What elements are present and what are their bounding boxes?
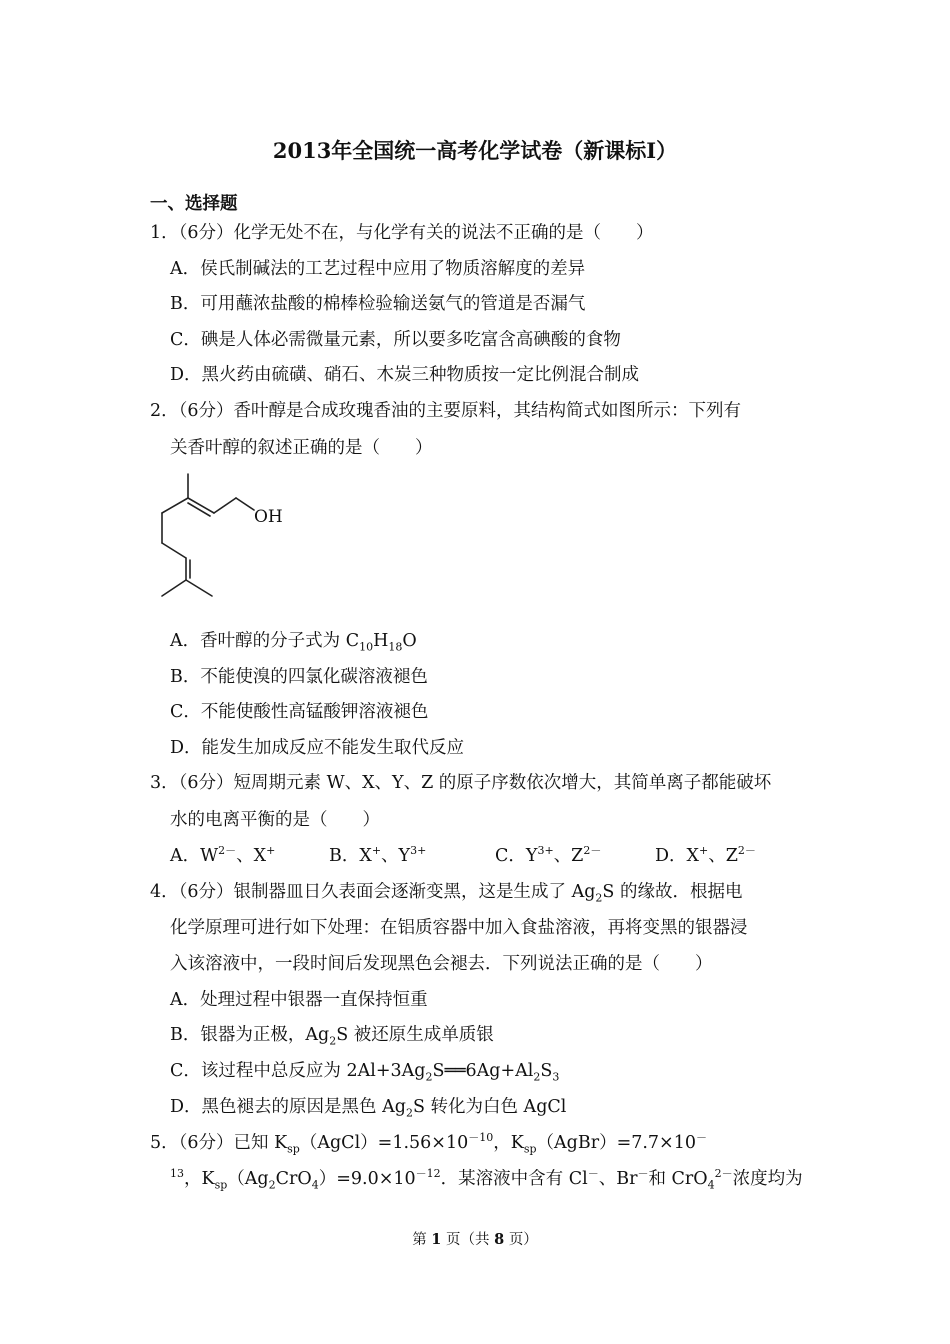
q3-stem-line1: 3．（6分）短周期元素 W、X、Y、Z 的原子序数依次增大，其简单离子都能破坏	[150, 773, 772, 793]
page-number: 1	[431, 1231, 442, 1248]
q4-stem-line3: 入该溶液中，一段时间后发现黑色会褪去．下列说法正确的是（ ）	[170, 954, 713, 974]
bond-c1-ch2	[214, 498, 236, 513]
q2-stem-line2: 关香叶醇的叙述正确的是（ ）	[170, 438, 433, 458]
q2-option-b: B．不能使溴的四氯化碳溶液褪色	[170, 667, 428, 687]
bond-methyl-left	[162, 580, 186, 596]
q4-option-c: C．该过程中总反应为 $2Al+3Ag_2S══6Ag+Al_2S_3$	[170, 1061, 560, 1084]
q2-option-c: C．不能使酸性高锰酸钾溶液褪色	[170, 702, 429, 722]
hydroxyl-label: OH	[254, 507, 283, 527]
q3-stem-line2: 水的电离平衡的是（ ）	[170, 810, 380, 830]
page-title: 2013年全国统一高考化学试卷（新课标Ⅰ）	[272, 138, 678, 163]
bond-c4-c5	[162, 543, 186, 558]
q4-option-a: A．处理过程中银器一直保持恒重	[170, 990, 428, 1010]
q2-option-d: D．能发生加成反应不能发生取代反应	[170, 738, 465, 758]
q5-stem-line2: $^{13}$，$K_{sp}(Ag_2CrO_4)=9.0\times 10^{-12}$．某溶液中含有 Cl－、Br－和 CrO$_4^{2-}$浓度均为	[170, 1167, 803, 1192]
q1-option-a: A．侯氏制碱法的工艺过程中应用了物质溶解度的差异	[170, 259, 586, 279]
bond-ch2-oh	[236, 498, 254, 510]
q2-stem-line1: 2．（6分）香叶醇是合成玫瑰香油的主要原料，其结构简式如图所示：下列有	[150, 401, 742, 421]
q1-option-d: D．黑火药由硫磺、硝石、木炭三种物质按一定比例混合制成	[170, 365, 640, 385]
bond-methyl-right	[186, 580, 212, 596]
q1-stem: 1．（6分）化学无处不在，与化学有关的说法不正确的是（ ）	[150, 223, 654, 243]
geraniol-structure	[150, 468, 290, 608]
q1-option-c: C．碘是人体必需微量元素，所以要多吃富含高碘酸的食物	[170, 330, 621, 350]
q5-stem-line1: 5．（6分）已知 $K_{sp}(AgCl)=1.56\times 10^{-10}$，$K_{sp}(AgBr)=7.7\times 10^-$	[150, 1131, 707, 1156]
q3-option-b: B．X+、$Y^{3+}$	[329, 844, 427, 866]
q1-option-b: B．可用蘸浓盐酸的棉棒检验输送氨气的管道是否漏气	[170, 294, 586, 314]
page-total: 8	[494, 1231, 505, 1248]
q3-option-c: C．$Y^{3+}$、$Z^{2-}$	[495, 844, 602, 866]
q4-stem-line2: 化学原理可进行如下处理：在铝质容器中加入食盐溶液，再将变黑的银器浸	[170, 918, 748, 938]
section-heading: 一、选择题	[150, 194, 238, 214]
q2-option-a: A．香叶醇的分子式为 $C_{10}H_{18}O$	[170, 631, 417, 654]
page-footer: 第 1 页（共 8 页）	[412, 1231, 538, 1248]
q4-option-b: B．银器为正极，$Ag_2S$ 被还原生成单质银	[170, 1025, 494, 1048]
bond-c2-c3	[162, 498, 188, 513]
q3-option-d: D．X+、$Z^{2-}$	[655, 844, 756, 866]
q3-option-a: A．$W^{2-}$、X+	[170, 844, 276, 866]
q4-stem-line1: 4．（6分）银制器皿日久表面会逐渐变黑，这是生成了 $Ag_2S$ 的缘故．根据电	[150, 882, 743, 905]
q4-option-d: D．黑色褪去的原因是黑色 $Ag_2S$ 转化为白色 AgCl	[170, 1097, 567, 1120]
